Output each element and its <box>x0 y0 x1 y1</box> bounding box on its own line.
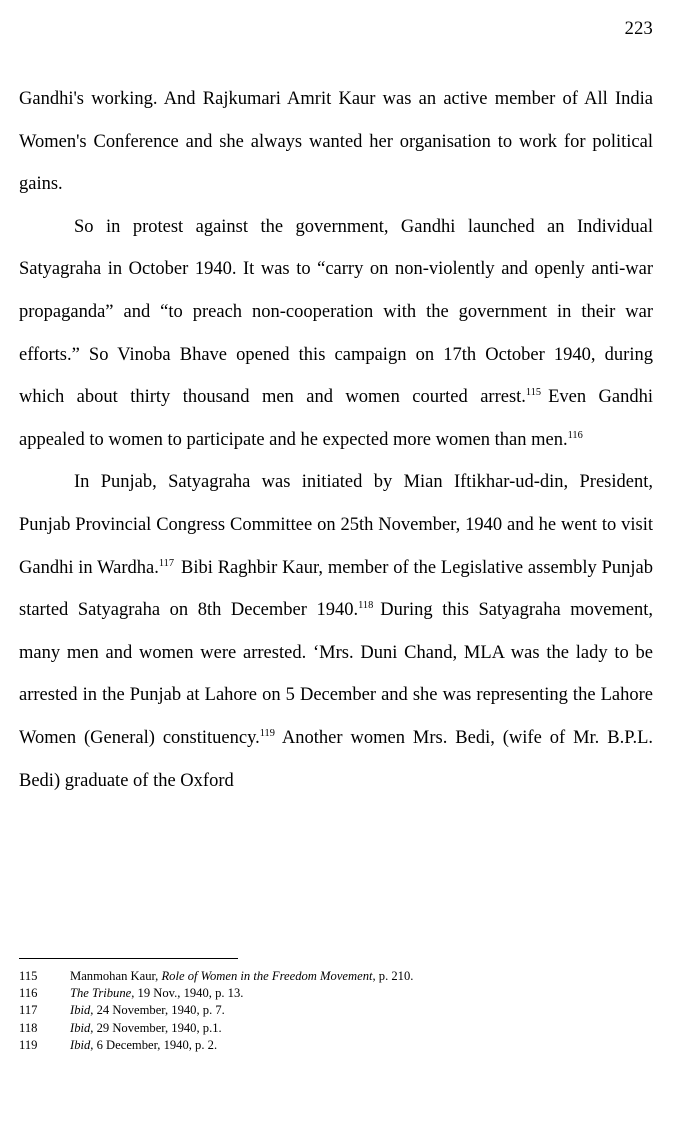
footnote-title-italic: Role of Women in the Freedom Movement <box>161 969 373 983</box>
footnote-suffix: , 19 Nov., 1940, p. 13. <box>131 986 244 1001</box>
footnote-suffix: , 29 November, 1940, p.1. <box>90 1020 222 1035</box>
footnote-marker-116[interactable]: 116 <box>567 429 583 441</box>
footnote-number: 115 <box>19 969 38 983</box>
footnote-text <box>70 1021 222 1035</box>
footnote-separator-rule <box>19 958 238 959</box>
paragraph-text-segment: Another women Mrs. Bedi, (wife of Mr. B.P.L. Bedi) graduate of the Oxford <box>19 727 654 791</box>
paragraph-text-segment: Bibi Raghbir Kaur, member of the Legislative assembly Punjab started Satyagraha on 8th December 1940. <box>19 557 653 621</box>
footnote-title-italic: Ibid <box>70 1037 91 1052</box>
footnote-marker-117[interactable]: 117 <box>158 557 175 569</box>
footnote-title-italic: Ibid <box>70 1020 91 1035</box>
footnote-list <box>19 968 653 1054</box>
footnote-prefix: Manmohan Kaur, <box>70 969 162 983</box>
paragraph-text-segment: So in protest against the government, Gandhi launched an Individual Satyagraha in October 1940. It was to “carry on non-violently and openly anti-war propaganda” and “to preach non-cooperation with the government in their war efforts.” So Vinoba Bhave opened this campaign on 17th October 1940, during which about thirty thousand men and women courted arrest. <box>19 216 653 408</box>
footnote-text <box>70 969 413 983</box>
footnote-number: 116 <box>19 986 38 1001</box>
footnote-item <box>19 1037 653 1054</box>
footnotes-section <box>19 958 653 1054</box>
footnote-item <box>19 968 653 985</box>
footnote-title-italic: Ibid <box>70 1003 91 1018</box>
paragraph-text-segment: Even Gandhi appealed to women to participate and he expected more women than men. <box>19 387 653 450</box>
paragraph-individual-satyagraha <box>19 206 653 462</box>
footnote-suffix: , 24 November, 1940, p. 7. <box>90 1003 225 1018</box>
paragraph-text-segment: During this Satyagraha movement, many men and women were arrested. ‘Mrs. Duni Chand, MLA was the lady to be arrested in the Punjab at Lahore on 5 December and she was representing the Lahore Women (General) constituency. <box>19 600 653 748</box>
footnote-suffix: , p. 210. <box>372 969 414 983</box>
footnote-number: 118 <box>19 1020 38 1035</box>
footnote-title-italic: The Tribune <box>70 986 132 1001</box>
footnote-number: 117 <box>19 1003 38 1018</box>
paragraph-punjab-satyagraha <box>19 461 653 802</box>
footnote-marker-119[interactable]: 119 <box>259 727 275 739</box>
paragraph-text: Gandhi's working. And Rajkumari Amrit Kaur was an active member of All India Women's Conference and she always wanted her organisation to work for political gains. <box>19 89 653 195</box>
footnote-marker-115[interactable]: 115 <box>525 387 542 398</box>
paragraph-text-segment: In Punjab, Satyagraha was initiated by Mian Iftikhar-ud-din, President, Punjab Provincial Congress Committee on 25th November, 1940 and he went to visit Gandhi in Wardha. <box>19 472 653 578</box>
footnote-item <box>19 985 653 1002</box>
footnote-item <box>19 1002 653 1019</box>
footnote-text <box>70 1003 225 1017</box>
footnote-text <box>70 986 243 1000</box>
footnote-marker-118[interactable]: 118 <box>358 599 374 611</box>
page-body <box>19 78 653 802</box>
footnote-number: 119 <box>19 1037 38 1052</box>
paragraph-gandhi-working <box>19 78 653 206</box>
page-number: 223 <box>624 19 653 39</box>
footnote-text <box>70 1038 217 1052</box>
footnote-suffix: , 6 December, 1940, p. 2. <box>90 1037 218 1052</box>
footnote-item <box>19 1020 653 1037</box>
